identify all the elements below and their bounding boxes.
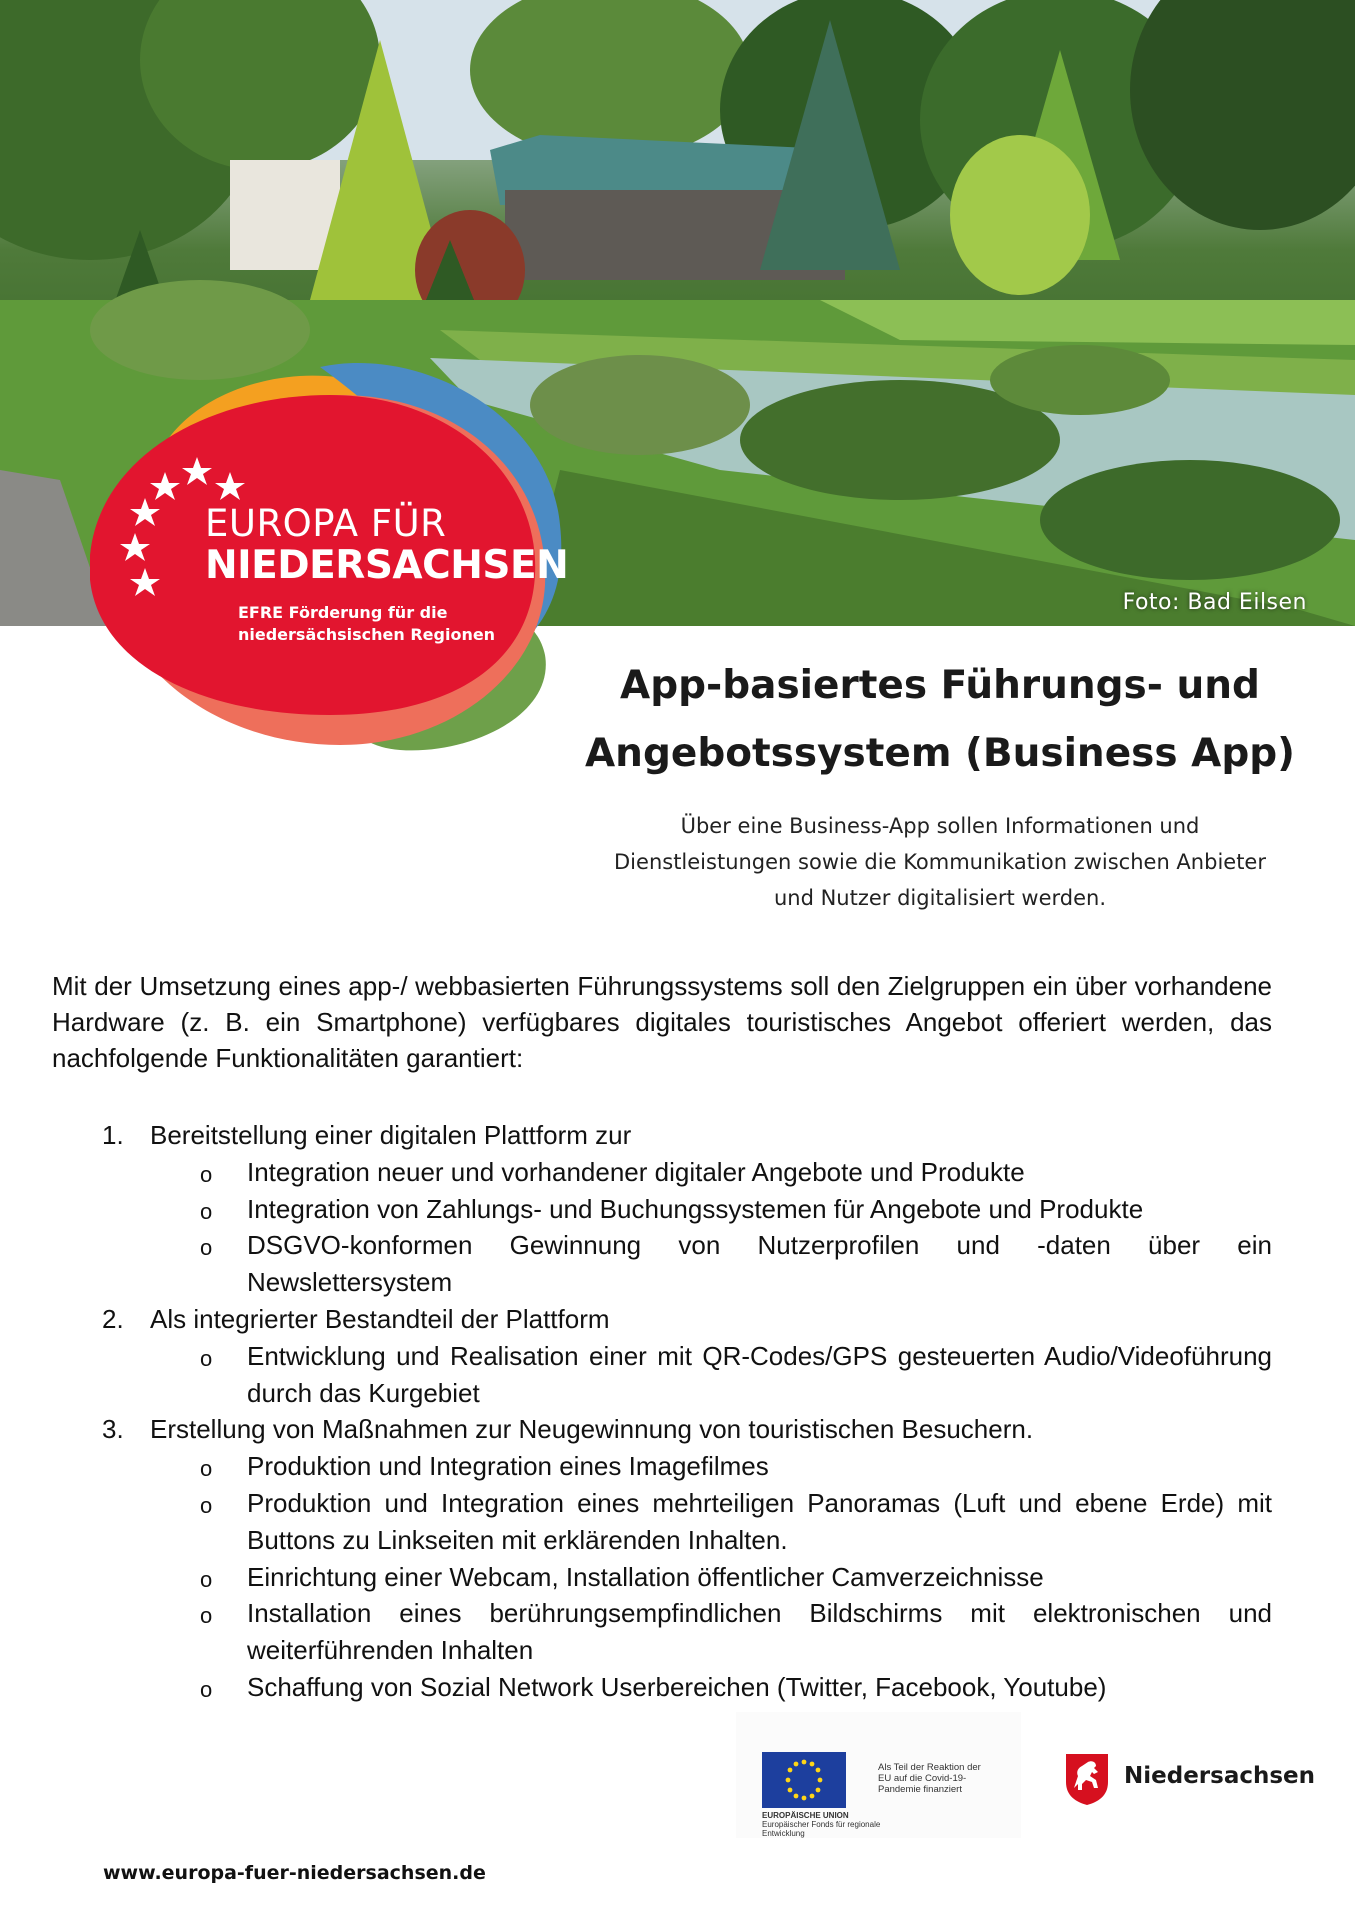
sub-list-item-text: Integration von Zahlungs- und Buchungssystemen für Angebote und Produkte: [247, 1193, 1144, 1224]
bullet-icon: o: [200, 1235, 213, 1261]
sub-list-item-text: Produktion und Integration eines mehrteiligen Panoramas (Luft und ebene Erde) mit Buttons zu Linkseiten mit erklärenden Inhalten.: [247, 1487, 1272, 1555]
bullet-icon: o: [200, 1492, 213, 1518]
sub-list-item: [52, 1669, 1272, 1706]
eu-stars-icon: [762, 1752, 846, 1808]
eu-funding-logo: [736, 1712, 1021, 1838]
list-item-text: Als integrierter Bestandteil der Plattform: [150, 1303, 610, 1334]
bullet-icon: o: [200, 1603, 213, 1629]
bullet-icon: o: [200, 1198, 213, 1224]
bullet-icon: o: [200, 1456, 213, 1482]
bullet-icon: o: [200, 1161, 213, 1187]
page-title: [555, 652, 1325, 788]
website-url: www.europa-fuer-niedersachsen.de: [103, 1862, 486, 1884]
eu-union-label: EUROPÄISCHE UNION: [762, 1811, 849, 1820]
bullet-icon: o: [200, 1676, 213, 1702]
list-item: [52, 1411, 1272, 1448]
eu-fonds-label: Europäischer Fonds für regionale Entwicklung: [762, 1820, 881, 1838]
photo-credit: Foto: Bad Eilsen: [1122, 590, 1307, 615]
subtitle-line-1: Über eine Business-App sollen Informationen und: [680, 814, 1200, 838]
subtitle-line-3: und Nutzer digitalisiert werden.: [773, 886, 1107, 910]
title-line-1: App-basiertes Führungs- und: [620, 663, 1260, 708]
sub-list-item-text: Entwicklung und Realisation einer mit QR-Codes/GPS gesteuerten Audio/Videoführung durch das Kurgebiet: [247, 1340, 1272, 1408]
sub-list-item-text: Einrichtung einer Webcam, Installation öffentlicher Camverzeichnisse: [247, 1561, 1044, 1592]
bullet-icon: o: [200, 1345, 213, 1371]
list-item-text: Bereitstellung einer digitalen Plattform zur: [150, 1120, 632, 1150]
sub-list-item-text: DSGVO-konformen Gewinnung von Nutzerprofilen und -daten über ein Newslettersystem: [247, 1230, 1272, 1298]
title-line-2: Angebotssystem (Business App): [585, 731, 1295, 776]
niedersachsen-wordmark: Niedersachsen: [1124, 1763, 1316, 1789]
list-number: 3.: [102, 1414, 124, 1445]
list-item-text: Erstellung von Maßnahmen zur Neugewinnung von touristischen Besuchern.: [150, 1414, 1034, 1445]
sub-list-item: [52, 1448, 1272, 1485]
list-item: [52, 1301, 1272, 1338]
sub-list-item-text: Installation eines berührungsempfindlichen Bildschirms mit elektronischen und weiterführenden Inhalten: [247, 1598, 1272, 1666]
intro-paragraph: Mit der Umsetzung eines app-/ webbasierten Führungssystems soll den Zielgruppen ein über vorhandene Hardware (z. B. ein Smartphone) verfügbares digitales touristisches Angebot offeriert werden, das nachfolgende Funktionalitäten garantiert:: [52, 971, 1272, 1073]
eu-covid-label: Als Teil der Reaktion der EU auf die Covid-19-Pandemie finanziert: [878, 1762, 981, 1795]
logo-subtitle: [238, 602, 498, 646]
sub-list-item-text: Integration neuer und vorhandener digitaler Angebote und Produkte: [247, 1156, 1025, 1187]
niedersachsen-shield-icon: [1064, 1752, 1110, 1806]
sub-list-item: [52, 1595, 1272, 1669]
page-subtitle: [555, 808, 1325, 916]
sub-list-item: [52, 1338, 1272, 1412]
sub-list-item: [52, 1227, 1272, 1301]
sub-list-item-text: Schaffung von Sozial Network Userbereichen (Twitter, Facebook, Youtube): [247, 1671, 1107, 1702]
logo-line-1: EUROPA FÜR: [205, 502, 447, 545]
logo-line-2: NIEDERSACHSEN: [205, 543, 569, 588]
list-item: [52, 1117, 1272, 1154]
sub-list-item-text: Produktion und Integration eines Imagefilmes: [247, 1451, 769, 1482]
sub-list-item: [52, 1485, 1272, 1559]
list-number: 2.: [102, 1303, 124, 1334]
sub-list-item: [52, 1559, 1272, 1596]
sub-list-item: [52, 1154, 1272, 1191]
feature-list: [52, 1117, 1272, 1706]
sub-list-item: [52, 1191, 1272, 1228]
bullet-icon: o: [200, 1566, 213, 1592]
subtitle-line-2: Dienstleistungen sowie die Kommunikation zwischen Anbieter: [614, 850, 1266, 874]
logo-subtitle-line-1: EFRE Förderung für die: [238, 603, 448, 622]
list-number: 1.: [102, 1120, 124, 1150]
europa-fuer-niedersachsen-logo: [90, 355, 570, 755]
logo-subtitle-line-2: niedersächsischen Regionen: [238, 625, 496, 644]
niedersachsen-horse-icon: [1064, 1752, 1110, 1806]
eu-flag-icon: [762, 1752, 846, 1808]
